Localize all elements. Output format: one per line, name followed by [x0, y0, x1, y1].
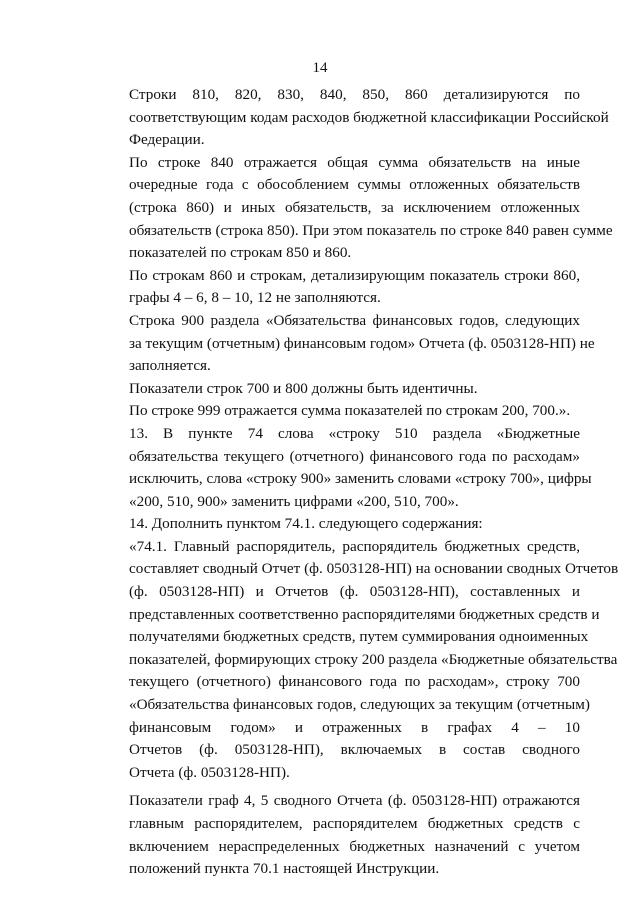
paragraph: [95, 423, 592, 513]
text-line: исключить, слова «строку 900» заменить словами «строку 700», цифры: [129, 470, 592, 488]
paragraph: [95, 310, 595, 378]
paragraph: [95, 513, 580, 536]
text-line: обязательств (строка 850). При этом показатель по строке 840 равен сумме: [129, 221, 613, 239]
page-number: 14: [312, 60, 328, 76]
text-line: графы 4 – 6, 8 – 10, 12 не заполняются.: [129, 289, 381, 307]
paragraph: [95, 536, 619, 785]
text-line: положений пункта 70.1 настоящей Инструкции.: [129, 860, 440, 878]
text-line: По строке 999 отражается сумма показателей по строкам 200, 700.».: [129, 402, 571, 420]
paragraph: [95, 152, 613, 265]
text-line: Строка 900 раздела «Обязательства финансовых годов, следующих: [129, 311, 580, 329]
text-line: главным распорядителем, распорядителем бюджетных средств с: [129, 815, 580, 832]
text-line: Отчета (ф. 0503128-НП).: [129, 763, 290, 781]
paragraph: [95, 400, 580, 423]
text-line: Федерации.: [129, 131, 205, 149]
paragraph: [95, 790, 580, 880]
text-line: очередные года с обособлением суммы отложенных обязательств: [129, 176, 580, 194]
document-body: [95, 84, 619, 881]
text-line: составляет сводный Отчет (ф. 0503128-НП) на основании сводных Отчетов: [129, 560, 619, 578]
text-line: текущего (отчетного) финансового года по расходам», строку 700: [129, 673, 580, 691]
text-line: включением нераспределенных бюджетных назначений с учетом: [129, 837, 580, 855]
text-line: обязательства текущего (отчетного) финансового года по расходам»: [129, 447, 580, 465]
text-line: По строкам 860 и строкам, детализирующим показатель строки 860,: [129, 266, 580, 284]
text-line: (строка 860) и иных обязательств, за исключением отложенных: [129, 198, 580, 216]
text-line: получателями бюджетных средств, путем суммирования одноименных: [129, 628, 589, 646]
text-line: 14. Дополнить пунктом 74.1. следующего содержания:: [129, 515, 483, 533]
text-line: заполняется.: [129, 357, 211, 375]
text-line: финансовым годом» и отраженных в графах 4 – 10: [129, 718, 580, 736]
text-line: «200, 510, 900» заменить цифрами «200, 510, 700».: [129, 492, 459, 510]
paragraph: [95, 378, 580, 401]
text-line: «Обязательства финансовых годов, следующих за текущим (отчетным): [129, 696, 590, 714]
text-line: соответствующим кодам расходов бюджетной классификации Российской: [129, 108, 609, 126]
text-line: показателей по строкам 850 и 860.: [129, 244, 352, 262]
text-line: показателей, формирующих строку 200 раздела «Бюджетные обязательства: [129, 650, 618, 668]
text-line: Показатели граф 4, 5 сводного Отчета (ф. 0503128-НП) отражаются: [129, 792, 580, 810]
paragraph: [95, 84, 609, 152]
text-line: 13. В пункте 74 слова «строку 510 раздела «Бюджетные: [129, 424, 580, 442]
text-line: Строки 810, 820, 830, 840, 850, 860 детализируются по: [129, 86, 580, 103]
text-line: По строке 840 отражается общая сумма обязательств на иные: [129, 153, 580, 171]
text-line: за текущим (отчетным) финансовым годом» Отчета (ф. 0503128-НП) не: [129, 334, 595, 352]
text-line: (ф. 0503128-НП) и Отчетов (ф. 0503128-НП), составленных и: [129, 583, 580, 601]
text-line: «74.1. Главный распорядитель, распорядитель бюджетных средств,: [129, 537, 580, 555]
text-line: Отчетов (ф. 0503128-НП), включаемых в состав сводного: [129, 741, 580, 759]
text-line: Показатели строк 700 и 800 должны быть идентичны.: [129, 379, 478, 397]
paragraph: [95, 265, 580, 310]
text-line: представленных соответственно распорядителями бюджетных средств и: [129, 605, 600, 623]
